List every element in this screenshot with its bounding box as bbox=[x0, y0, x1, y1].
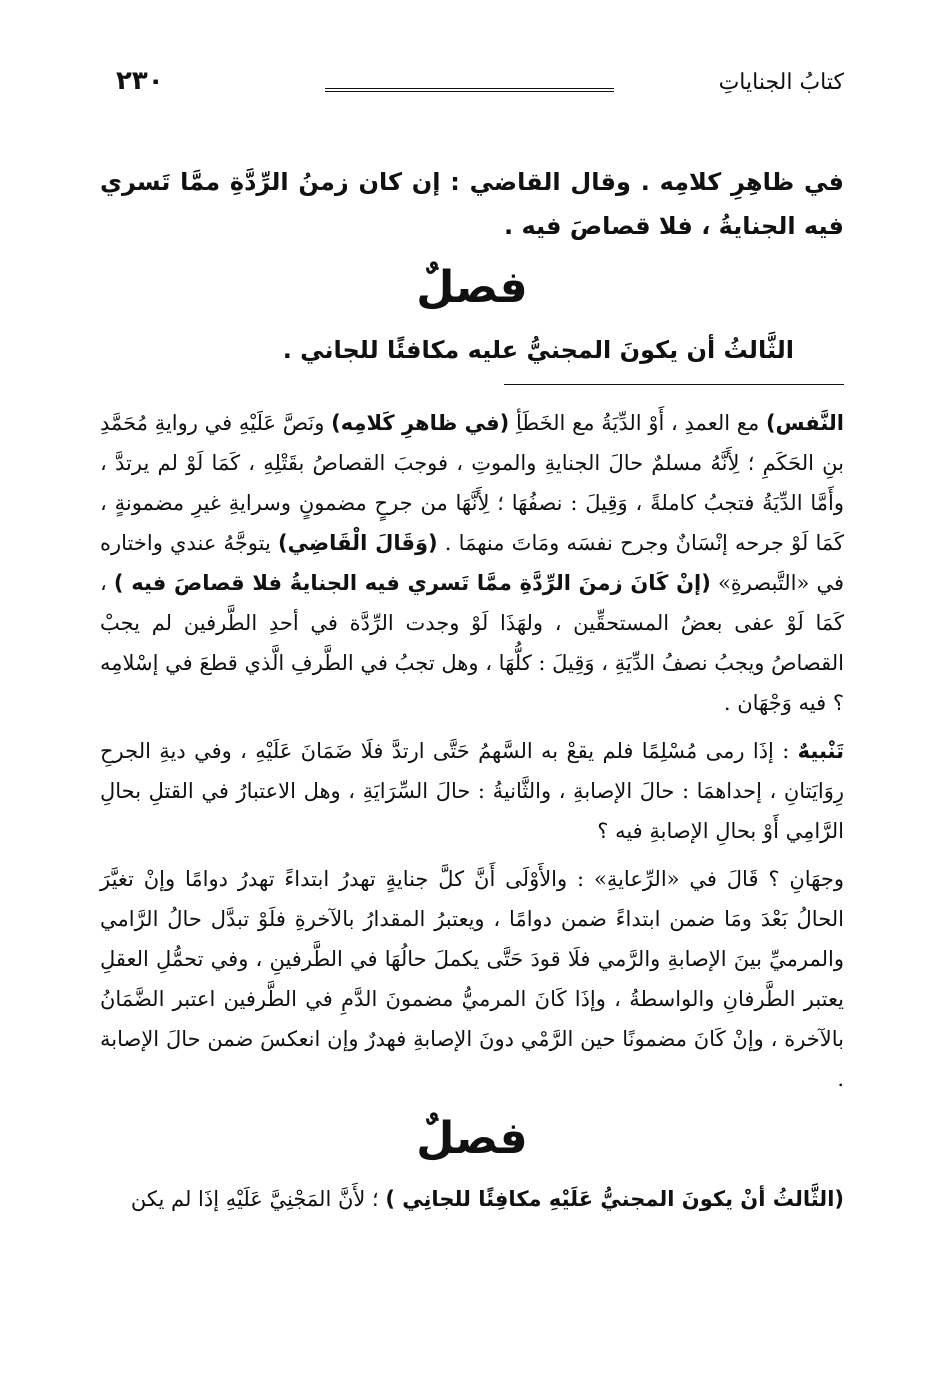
running-title: كتابُ الجناياتِ bbox=[718, 70, 844, 95]
tanbih-label: تَنْبيهٌ bbox=[797, 739, 844, 763]
matn-sharh-divider bbox=[504, 384, 844, 385]
section-heading-fasl-2: فصلٌ bbox=[416, 1113, 528, 1164]
section-heading-fasl: فصلٌ bbox=[416, 262, 528, 313]
sharh-bold: (في ظاهرِ كَلامِه) bbox=[331, 411, 510, 435]
sharh-bold: النَّفس) bbox=[765, 411, 844, 435]
sharh-paragraph-tanbih bbox=[100, 731, 844, 851]
sharh-section2-start bbox=[100, 1179, 844, 1219]
matn-continuation: في ظاهِرِ كلامِه . وقال القاضي : إن كان زمنُ الرِّدَّةِ ممَّا تَسري فيه الجنايةُ ، فلا قصاصَ فيه . bbox=[100, 168, 844, 240]
sharh-text: يتوجَّهُ عندي واختاره في «التَّبصرةِ» bbox=[100, 531, 845, 595]
sharh-bold: (إنْ كَانَ زمنَ الرِّدَّةِ ممَّا تَسري فيه الجنايةُ فلا قصاصَ فيه ) bbox=[113, 571, 711, 595]
sharh-bold: (الثَّالثُ أنْ يكونَ المجنيُّ عَلَيْهِ مكافِئًا للجانِي ) bbox=[385, 1187, 844, 1211]
sharh-paragraph-1 bbox=[100, 403, 844, 723]
sharh-text: ؛ لأَنَّ المَجْنِيَّ عَلَيْهِ إذَا لم يكن bbox=[130, 1187, 386, 1211]
matn-third-condition: الثَّالثُ أن يكونَ المجنيُّ عليه مكافئًا للجاني . bbox=[282, 336, 794, 364]
sharh-text: مع العمدِ ، أَوْ الدِّيَةُ مع الخَطَأِ bbox=[509, 411, 766, 435]
page-header bbox=[100, 66, 844, 106]
page-number: ٢٣٠ bbox=[116, 66, 164, 96]
sharh-paragraph-3: وجهَانِ ؟ قَالَ في «الرِّعايةِ» : والأَوْلَى أَنَّ كلَّ جنايةٍ تهدرُ ابتداءً تهدرُ دوامًا وإنْ تغيَّرَ الحالُ بَعْدَ ومَا ضمن ابتداءً ضمن دوامًا ، ويعتبرُ المقدارُ بالآخرةِ فلَوْ تبدَّل حالُ الرَّامي والمرميِّ بينَ الإصابةِ والرَّمي فلَا قودَ حَتَّى يكملَ حالُهَا في الطَّرفينِ ، وفي تحمُّلِ العقلِ يعتبر الطَّرفانِ والواسطةُ ، وإذَا كَانَ المرميُّ مضمونَ الدَّمِ في الطَّرفين اعتبر الضَّمَانُ بالآخرة ، وإنْ كَانَ مضمونًا حين الرَّمْي دونَ الإصابةِ فهدرٌ وإن انعكسَ ضمن حالَ الإصابة . bbox=[100, 867, 844, 1091]
page-content bbox=[100, 160, 844, 1219]
header-rule bbox=[325, 88, 614, 92]
sharh-text: ، كَمَا لَوْ عفى بعضُ المستحقِّين ، ولهَذَا لَوْ وجدت الرِّدَّة في أحدِ الطَّرفين لم يجبْ القصاصُ ويجبُ نصفُ الدِّيَةِ ، وَقِيلَ : كلُّهَا ، وهل تجبُ في الطَّرفِ الَّذي قطعَ في إسْلامِه ؟ فيه وَجْهَان . bbox=[100, 571, 844, 715]
sharh-text: : إذَا رمى مُسْلِمًا فلم يقعْ به السَّهمُ حَتَّى ارتدَّ فلَا ضَمَانَ عَلَيْهِ ، وفي ديةِ الجرحِ رِوَايَتانِ ، إحداهمَا : حالَ الإصابةِ ، والثَّانيةُ : حالَ السِّرَايَةِ ، وهل الاعتبارُ في القتلِ بحالِ الرَّامِي أَوْ بحالِ الإصابةِ فيه ؟ bbox=[100, 739, 844, 843]
sharh-text: ونَصَّ عَلَيْهِ في روايةِ مُحَمَّدِ بنِ الحَكَمِ ؛ لِأَنَّهُ مسلمٌ حالَ الجنايةِ والموتِ ، فوجبَ القصاصُ بقَتْلِهِ ، كَمَا لَوْ لم يرتدَّ ، وأَمَّا الدِّيَةُ فتجبُ كاملةً ، وَقِيلَ : نصفُهَا ؛ لِأَنَّهَا من جرحٍ مضمونٍ وسرايةِ غيرِ مضمونةٍ ، كَمَا لَوْ جرحه إنْسَانٌ وجرح نفسَه ومَاتَ منهمَا . bbox=[100, 411, 844, 555]
sharh-bold: (وَقَالَ الْقَاضِي) bbox=[278, 531, 438, 555]
